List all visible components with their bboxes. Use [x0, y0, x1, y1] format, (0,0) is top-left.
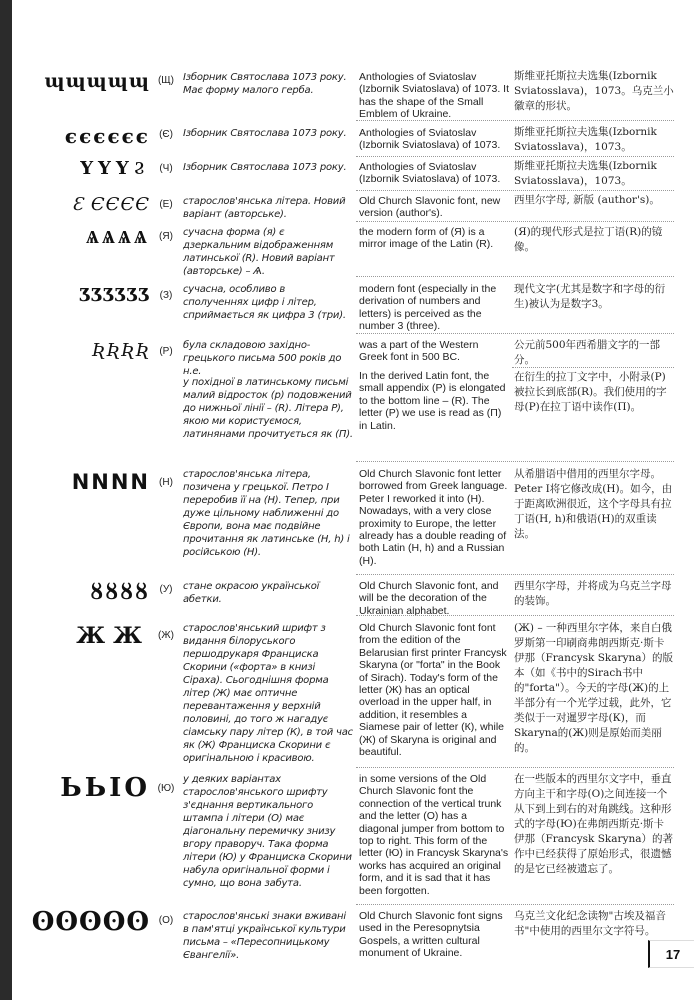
chinese-description: (Ж) – 一种西里尔字体，来自白俄罗斯第一印刷商弗朗西斯克·斯卡伊那（Francysk Skaryna）的版本（如《书中的Sirach书中的"forta"）。今天的字母(Ж)的上半部分有一个光学过载，此外，它类似于一对暹罗字母(К)，而Skaryna的(Ж)则是原始而美丽的。: [514, 622, 674, 754]
ukrainian-description: у деяких варіантах старослов'янського шрифту з'єднання вертикального штампа і літери (О) має діагональну перемичку знизу вгору праворуч. Така форма літери (Ю) у Франциска Скорини набула оригінальної форми і сумно, що вона забута.: [183, 774, 352, 889]
glyph-samples: Ɛ ЄЄЄЄ: [71, 194, 150, 215]
row-separator: [356, 461, 674, 462]
row-separator: [512, 367, 674, 368]
glyph-samples: ɰɰɰɰɰ: [44, 70, 150, 92]
english-description: Anthologies of Sviatoslav (Izbornik Sviatoslava) of 1073.: [359, 161, 501, 186]
row-separator: [356, 120, 674, 121]
ukrainian-description: сучасна форма (я) є дзеркальним відображенням латинської (R). Новий варіант (авторське) – Ѧ.: [183, 227, 335, 277]
letter-label: (Ч): [159, 163, 173, 174]
ukrainian-description: старослов'янська літера. Новий варіант (авторське).: [183, 196, 346, 220]
letter-label: (О): [158, 915, 174, 926]
english-description: In the derived Latin font, the small appendix (P) is elongated to the bottom line – (R). The letter (P) we use is read as (П) in Latin.: [359, 370, 506, 432]
letter-label: (Ж): [158, 630, 174, 641]
chinese-description: 公元前500年西希腊文字的一部分。: [514, 339, 661, 366]
row-separator: [356, 276, 674, 277]
english-description: Old Church Slavonic font font from the edition of the Belarusian first printer Francysk Skaryna (or "forta" in the Book of Sirach). Today's form of the letter (Ж) has an optical overload in the upper half, in addition, it resembles a Siamese pair of letter (К), while (Ж) of Skaryna is original and beautiful.: [359, 622, 507, 759]
chinese-description: 乌克兰文化纪念读物"古埃及福音书"中使用的西里尔文字符号。: [514, 910, 666, 937]
glyph-samples: ƦƦƦƦ: [91, 340, 150, 361]
glyph-samples: ʘʘʘʘʘ: [31, 907, 150, 937]
chinese-description: 斯维亚托斯拉夫选集(Izbornik Sviatosslava)，1073。: [514, 126, 657, 153]
glyph-samples: єєєєєє: [64, 124, 150, 148]
ukrainian-description: старослов'янський шрифт з видання білоруського першодрукаря Франциска Скорини («форта» в книзі Сіраха). Сьогоднішня форма літер (Ж) має оптичне перевантаження у верхній половині, до того ж нагадує сіамську пару літер (К), в той час як (Ж) Франциска Скорини є оригінальною і красивою.: [183, 623, 353, 764]
chinese-description: 在衍生的拉丁文字中，小附录(P)被拉长到底部(R)。我们使用的字母(P)在拉丁语中读作(П)。: [514, 371, 667, 413]
glyph-samples: ѦѦѦѦ: [86, 227, 150, 248]
english-description: Old Church Slavonic font, and will be the decoration of the Ukrainian alphabet.: [359, 580, 499, 617]
ukrainian-description: старослов'янські знаки вживані в пам'ятці української культури письма – «Пересопницькому Євангелії».: [183, 911, 346, 961]
letter-label: (Ю): [157, 783, 175, 794]
letter-label: (Є): [159, 129, 173, 140]
row-separator: [356, 190, 674, 191]
ukrainian-description: у похідної в латинському письмі малий відросток (р) подовжений до нижньої лінії – (R). Літера Р), якою ми користуємося, латинянами прочитується як (П).: [183, 377, 353, 440]
glyph-samples: ȣȣȣȣ: [90, 579, 150, 604]
chinese-description: 现代文字(尤其是数字和字母的衍生)被认为是数字3。: [514, 283, 666, 310]
chinese-description: (Я)的现代形式是拉丁语(R)的镜像。: [514, 226, 663, 253]
ukrainian-description: стане окрасою української абетки.: [183, 581, 320, 605]
ukrainian-description: Ізборник Святослава 1073 року. Має форму малого герба.: [183, 72, 347, 96]
row-separator: [356, 767, 674, 768]
glyph-samples: ΥΥΥϨ: [80, 158, 150, 179]
english-description: in some versions of the Old Church Slavonic font the connection of the vertical trunk and the letter (O) has a diagonal jumper from bottom to top to right. This form of the letter (Ю) in Francysk Skaryna's works has acquired an original form, and it is sad that it has been forgotten.: [359, 773, 509, 897]
ukrainian-description: Ізборник Святослава 1073 року.: [183, 128, 347, 139]
english-description: Old Church Slavonic font, new version (author's).: [359, 195, 501, 220]
row-separator: [356, 904, 674, 905]
letter-label: (Р): [159, 346, 173, 357]
english-description: was a part of the Western Greek font in 500 BC.: [359, 339, 479, 364]
row-separator: [356, 156, 674, 157]
page-number: 17: [648, 940, 694, 968]
glyph-samples: ЬЬІО: [60, 773, 150, 803]
chinese-description: 在一些版本的西里尔文字中，垂直方向主干和字母(О)之间连接一个从下到上到右的对角跳线。这种形式的字母(Ю)在弗朗西斯克·斯卡伊那（Francysk Skaryna）的著作中已经获得了原始形式，很遗憾的是它已经被遗忘了。: [514, 773, 674, 875]
chinese-description: 从希腊语中借用的西里尔字母。Peter I将它修改成(Н)。如今，由于距离欧洲很近，这个字母具有拉丁语(H, h)和俄语(Н)的双重读法。: [514, 468, 673, 540]
letter-label: (З): [159, 290, 173, 301]
letter-label: (Н): [159, 477, 173, 488]
english-description: Anthologies of Sviatoslav (Izbornik Sviatoslava) of 1073.: [359, 127, 501, 152]
glyph-samples: ЖЖ: [76, 623, 150, 649]
letter-label: (Я): [159, 231, 173, 242]
chinese-description: 西里尔字母, 新版 (author's)。: [514, 194, 660, 206]
english-description: the modern form of (Я) is a mirror image of the Latin (R).: [359, 226, 494, 251]
ukrainian-description: була складовою західно-грецького письма 500 років до н.е.: [183, 340, 342, 377]
english-description: Anthologies of Sviatoslav (Izbornik Sviatoslava) of 1073. It has the shape of the Small Emblem of Ukraine.: [359, 71, 509, 121]
row-separator: [356, 221, 674, 222]
ukrainian-description: Ізборник Святослава 1073 року.: [183, 162, 347, 173]
row-separator: [356, 615, 674, 616]
glyph-samples: ƷƷƷƷƷƷ: [79, 285, 150, 306]
glyph-samples: NNNN: [71, 470, 150, 494]
ukrainian-description: старослов'янська літера, позичена у грецької. Петро І переробив її на (Н). Тепер, при дуже цільному наближенні до Європи, вона має подвійне прочитання як латинське (Н, h) і російською (Н).: [183, 469, 350, 558]
chinese-description: 斯维亚托斯拉夫选集(Izbornik Sviatosslava)，1073。乌克兰小徽章的形状。: [514, 70, 674, 112]
page-spine: [0, 0, 12, 1000]
row-separator: [356, 574, 674, 575]
english-description: Old Church Slavonic font signs used in the Peresopnytsia Gospels, a written cultural monument of Ukraine.: [359, 910, 503, 960]
letter-label: (Щ): [157, 75, 175, 86]
chinese-description: 西里尔字母，并将成为乌克兰字母的装饰。: [514, 580, 672, 607]
letter-label: (Е): [159, 199, 173, 210]
letter-label: (У): [159, 584, 173, 595]
row-separator: [356, 333, 674, 334]
english-description: Old Church Slavonic font letter borrowed from Greek language. Peter I reworked it into (Н). Nowadays, with a very close proximity to Europe, the letter already has a double reading of both Latin (H, h) and a Russian (H).: [359, 468, 508, 567]
ukrainian-description: сучасна, особливо в сполученнях цифр і літер, сприймається як цифра 3 (три).: [183, 284, 346, 321]
english-description: modern font (especially in the derivation of numbers and letters) is perceived as the number 3 (three).: [359, 283, 497, 333]
chinese-description: 斯维亚托斯拉夫选集(Izbornik Sviatosslava)，1073。: [514, 160, 657, 187]
